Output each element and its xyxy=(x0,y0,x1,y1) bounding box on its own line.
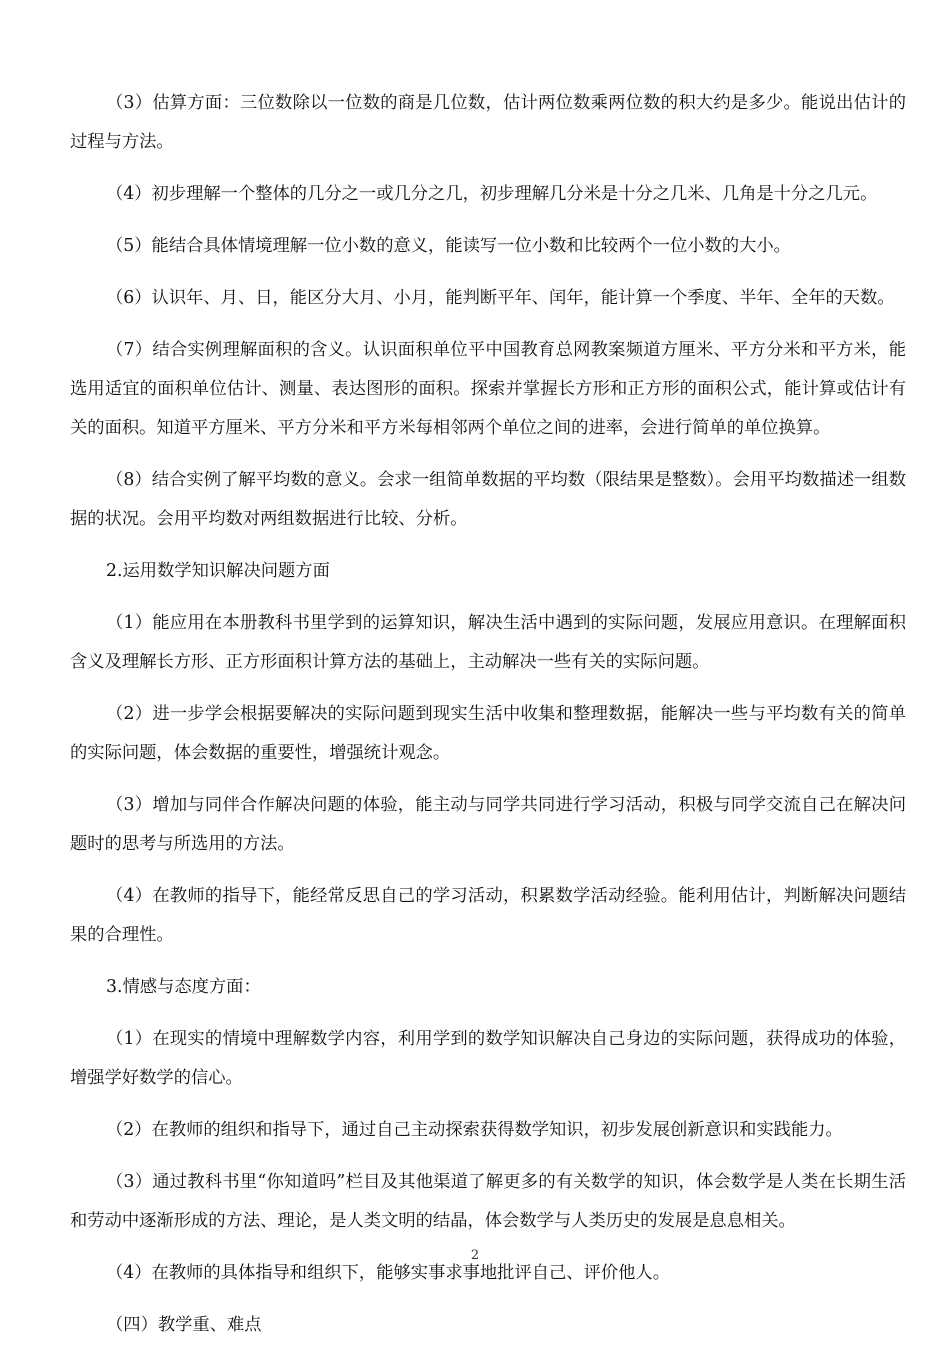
paragraph-collect-data: （2）进一步学会根据要解决的实际问题到现实生活中收集和整理数据，能解决一些与平均数有关的简单的实际问题，体会数据的重要性，增强统计观念。 xyxy=(70,704,906,763)
section-heading-key-points: （四）教学重、难点 xyxy=(106,1315,262,1335)
paragraph-cooperation: （3）增加与同伴合作解决问题的体验，能主动与同学共同进行学习活动，积极与同学交流自己在解决问题时的思考与所选用的方法。 xyxy=(70,795,906,854)
section-heading-attitude: 3.情感与态度方面： xyxy=(106,977,261,997)
paragraph-average: （8）结合实例了解平均数的意义。会求一组简单数据的平均数（限结果是整数）。会用平均数描述一组数据的状况。会用平均数对两组数据进行比较、分析。 xyxy=(70,470,906,529)
paragraph-apply-knowledge: （1）能应用在本册教科书里学到的运算知识，解决生活中遇到的实际问题，发展应用意识。在理解面积含义及理解长方形、正方形面积计算方法的基础上，主动解决一些有关的实际问题。 xyxy=(70,613,906,672)
paragraph-innovation: （2）在教师的组织和指导下，通过自己主动探索获得数学知识，初步发展创新意识和实践能力。 xyxy=(106,1120,843,1140)
paragraph-fractions: （4）初步理解一个整体的几分之一或几分之几，初步理解几分米是十分之几米、几角是十分之几元。 xyxy=(106,184,878,204)
paragraph-self-evaluation: （4）在教师的具体指导和组织下，能够实事求事地批评自己、评价他人。 xyxy=(106,1263,670,1283)
paragraph-reflection: （4）在教师的指导下，能经常反思自己的学习活动，积累数学活动经验。能利用估计，判断解决问题结果的合理性。 xyxy=(70,886,906,945)
paragraph-decimals: （5）能结合具体情境理解一位小数的意义，能读写一位小数和比较两个一位小数的大小。 xyxy=(106,236,791,256)
document-page xyxy=(70,84,906,1358)
paragraph-math-history: （3）通过教科书里“你知道吗”栏目及其他渠道了解更多的有关数学的知识，体会数学是人类在长期生活和劳动中逐渐形成的方法、理论，是人类文明的结晶，体会数学与人类历史的发展是息息相关。 xyxy=(70,1172,906,1231)
section-heading-problem-solving: 2.运用数学知识解决问题方面 xyxy=(106,561,330,581)
paragraph-estimation: （3）估算方面：三位数除以一位数的商是几位数，估计两位数乘两位数的积大约是多少。能说出估计的过程与方法。 xyxy=(70,93,906,152)
paragraph-real-situation: （1）在现实的情境中理解数学内容，利用学到的数学知识解决自己身边的实际问题，获得成功的体验，增强学好数学的信心。 xyxy=(70,1029,906,1088)
page-number: 2 xyxy=(470,1248,480,1263)
paragraph-calendar: （6）认识年、月、日，能区分大月、小月，能判断平年、闰年，能计算一个季度、半年、全年的天数。 xyxy=(106,288,895,308)
paragraph-area: （7）结合实例理解面积的含义。认识面积单位平中国教育总网教案频道方厘米、平方分米和平方米，能选用适宜的面积单位估计、测量、表达图形的面积。探索并掌握长方形和正方形的面积公式，能计算或估计有关的面积。知道平方厘米、平方分米和平方米每相邻两个单位之间的进率，会进行简单的单位换算。 xyxy=(70,340,906,438)
